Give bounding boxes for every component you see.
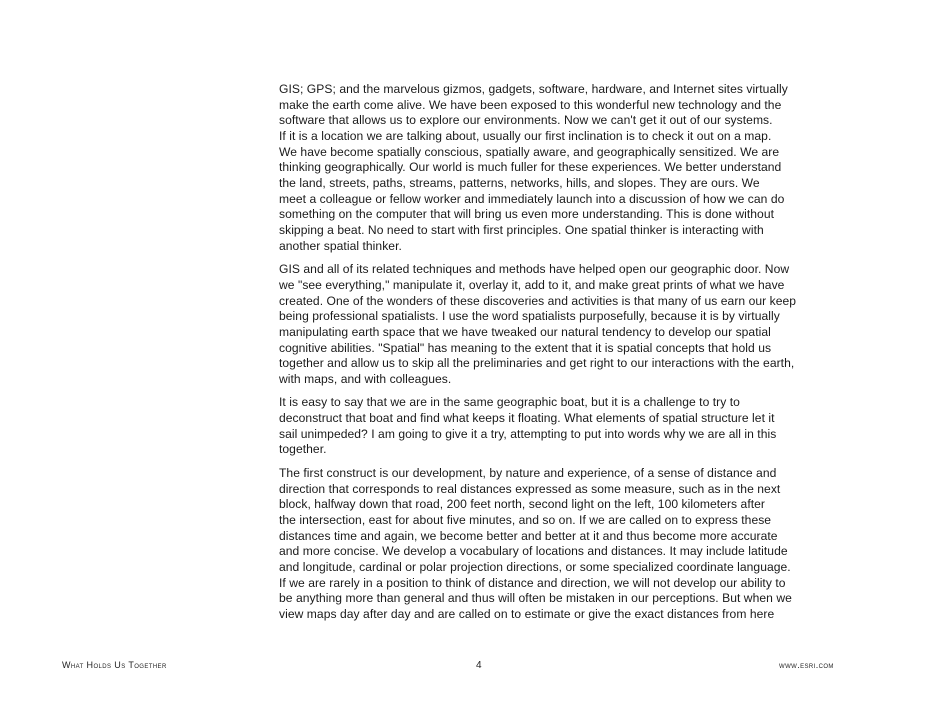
text-line: If it is a location we are talking about, usually our first inclination is to check it out on a map. (279, 128, 772, 143)
text-line: sail unimpeded? I am going to give it a try, attempting to put into words why we are all in this (279, 426, 777, 441)
text-line: and longitude, cardinal or polar projection directions, or some specialized coordinate language. (279, 560, 791, 575)
text-line: make the earth come alive. We have been exposed to this wonderful new technology and the (279, 97, 782, 112)
text-line: manipulating earth space that we have tweaked our natural tendency to develop our spatial (279, 324, 771, 339)
text-line: It is easy to say that we are in the same geographic boat, but it is a challenge to try to (279, 395, 740, 410)
paragraph-2 (279, 262, 839, 387)
text-line: GIS; GPS; and the marvelous gizmos, gadgets, software, hardware, and Internet sites virtually (279, 82, 788, 96)
text-line: distances time and again, we become better and better at it and thus become more accurate (279, 528, 778, 543)
paragraph-1 (279, 82, 839, 254)
text-line: we "see everything," manipulate it, overlay it, add to it, and make great prints of what we have (279, 277, 785, 292)
text-line: GIS and all of its related techniques and methods have helped open our geographic door. Now (279, 262, 790, 277)
text-line: being professional spatialists. I use the word spatialists purposefully, because it is by virtually (279, 309, 780, 324)
text-line: be anything more than general and thus will often be mistaken in our perceptions. But when we (279, 591, 792, 606)
paragraph-4 (279, 466, 839, 623)
text-line: We have become spatially conscious, spatially aware, and geographically sensitized. We are (279, 144, 780, 159)
text-line: something on the computer that will bring us even more understanding. This is done without (279, 207, 775, 222)
text-line: view maps day after day and are called on to estimate or give the exact distances from here (279, 607, 775, 621)
page-number: 4 (476, 660, 482, 671)
text-line: thinking geographically. Our world is much fuller for these experiences. We better understand (279, 160, 782, 175)
text-line: meet a colleague or fellow worker and immediately launch into a discussion of how we can do (279, 191, 785, 206)
text-line: The first construct is our development, by nature and experience, of a sense of distance and (279, 466, 777, 481)
text-line: together and allow us to skip all the preliminaries and get right to our interactions with the earth, (279, 356, 795, 371)
footer-title: What Holds Us Together (62, 660, 167, 670)
paragraph-3 (279, 395, 839, 458)
body-text (279, 82, 839, 631)
footer-url: www.esri.com (779, 660, 834, 670)
text-line: created. One of the wonders of these discoveries and activities is that many of us earn our keep (279, 293, 797, 308)
text-line: the land, streets, paths, streams, patterns, networks, hills, and slopes. They are ours. We (279, 175, 760, 190)
text-line: together. (279, 442, 327, 457)
text-line: cognitive abilities. "Spatial" has meaning to the extent that it is spatial concepts that hold us (279, 340, 772, 355)
text-line: and more concise. We develop a vocabulary of locations and distances. It may include latitude (279, 544, 788, 559)
text-line: software that allows us to explore our environments. Now we can't get it out of our systems. (279, 113, 773, 128)
text-line: skipping a beat. No need to start with first principles. One spatial thinker is interacting with (279, 222, 764, 237)
text-line: the intersection, east for about five minutes, and so on. If we are called on to express these (279, 513, 772, 528)
text-line: with maps, and with colleagues. (279, 371, 452, 386)
text-line: deconstruct that boat and find what keeps it floating. What elements of spatial structure let it (279, 411, 775, 426)
text-line: If we are rarely in a position to think of distance and direction, we will not develop our ability to (279, 575, 786, 590)
text-line: direction that corresponds to real distances expressed as some measure, such as in the next (279, 481, 781, 496)
text-line: block, halfway down that road, 200 feet north, second light on the left, 100 kilometers after (279, 497, 765, 512)
text-line: another spatial thinker. (279, 238, 402, 253)
